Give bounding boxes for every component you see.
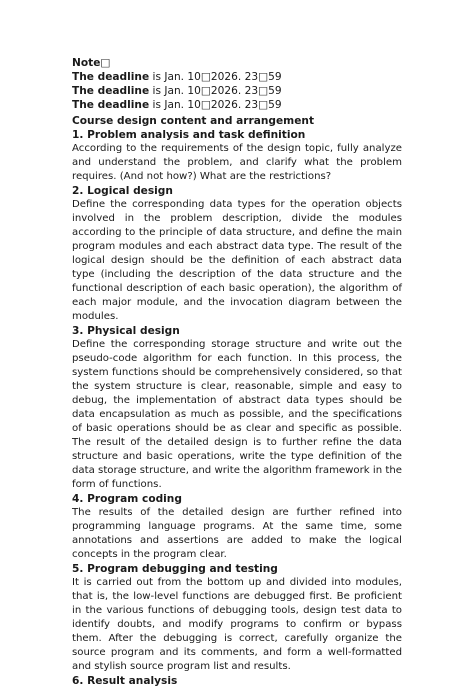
section-heading: 4. Program coding <box>72 493 182 505</box>
deadline-label: The deadline <box>72 71 150 83</box>
note-block <box>72 56 412 112</box>
deadline-label: The deadline <box>72 85 150 97</box>
section-text: It is carried out from the bottom up and divided into modules, that is, the low-level functions are debugged first. Be proficient in the various functions of debugging tools, design test data to identify doubts, and modify programs to confirm or bypass them. After the debugging is correct, carefully organize the source program and its comments, and form a well-formatted and stylish source program list and results. <box>72 577 402 672</box>
deadline-label: The deadline <box>72 99 150 111</box>
deadline-value: is Jan. 10□2026. 23□59 <box>149 99 282 111</box>
deadline-line <box>72 70 412 84</box>
deadline-value: is Jan. 10□2026. 23□59 <box>149 85 282 97</box>
section-text: Define the corresponding storage structure and write out the pseudo-code algorithm for each function. In this process, the system functions should be comprehensively considered, so that the system structure is clear, reasonable, simple and easy to debug, the implementation of abstract data types should be data encapsulation as much as possible, and the specifications of basic operations should be as clear and specific as possible. The result of the detailed design is to further refine the data structure and basic operations, write the type definition of the data storage structure, and write the algorithm framework in the form of functions. <box>72 339 402 490</box>
deadline-value: is Jan. 10□2026. 23□59 <box>149 71 282 83</box>
section-heading: 5. Program debugging and testing <box>72 563 278 575</box>
section-heading: 3. Physical design <box>72 325 180 337</box>
section-text: The results of the detailed design are further refined into programming language programs. At the same time, some annotations and assertions are added to make the logical concepts in the program clear. <box>72 507 402 560</box>
section-text: Define the corresponding data types for the operation objects involved in the problem description, divide the modules according to the principle of data structure, and define the main program modules and each abstract data type. The result of the logical design should be the definition of each abstract data type (including the description of the data structure and the functional description of each basic operation), the algorithm of each major module, and the invocation diagram between the modules. <box>72 199 402 322</box>
deadline-line <box>72 84 412 98</box>
section-heading: 6. Result analysis <box>72 675 178 687</box>
course-title: Course design content and arrangement <box>72 115 315 127</box>
section-heading: 2. Logical design <box>72 185 173 197</box>
deadline-line <box>72 98 412 112</box>
course-content <box>72 114 402 688</box>
section-heading: 1. Problem analysis and task definition <box>72 129 306 141</box>
note-label: Note□ <box>72 57 111 69</box>
section-text: According to the requirements of the design topic, fully analyze and understand the problem, and clarify what the problem requires. (And not how?) What are the restrictions? <box>72 143 402 182</box>
